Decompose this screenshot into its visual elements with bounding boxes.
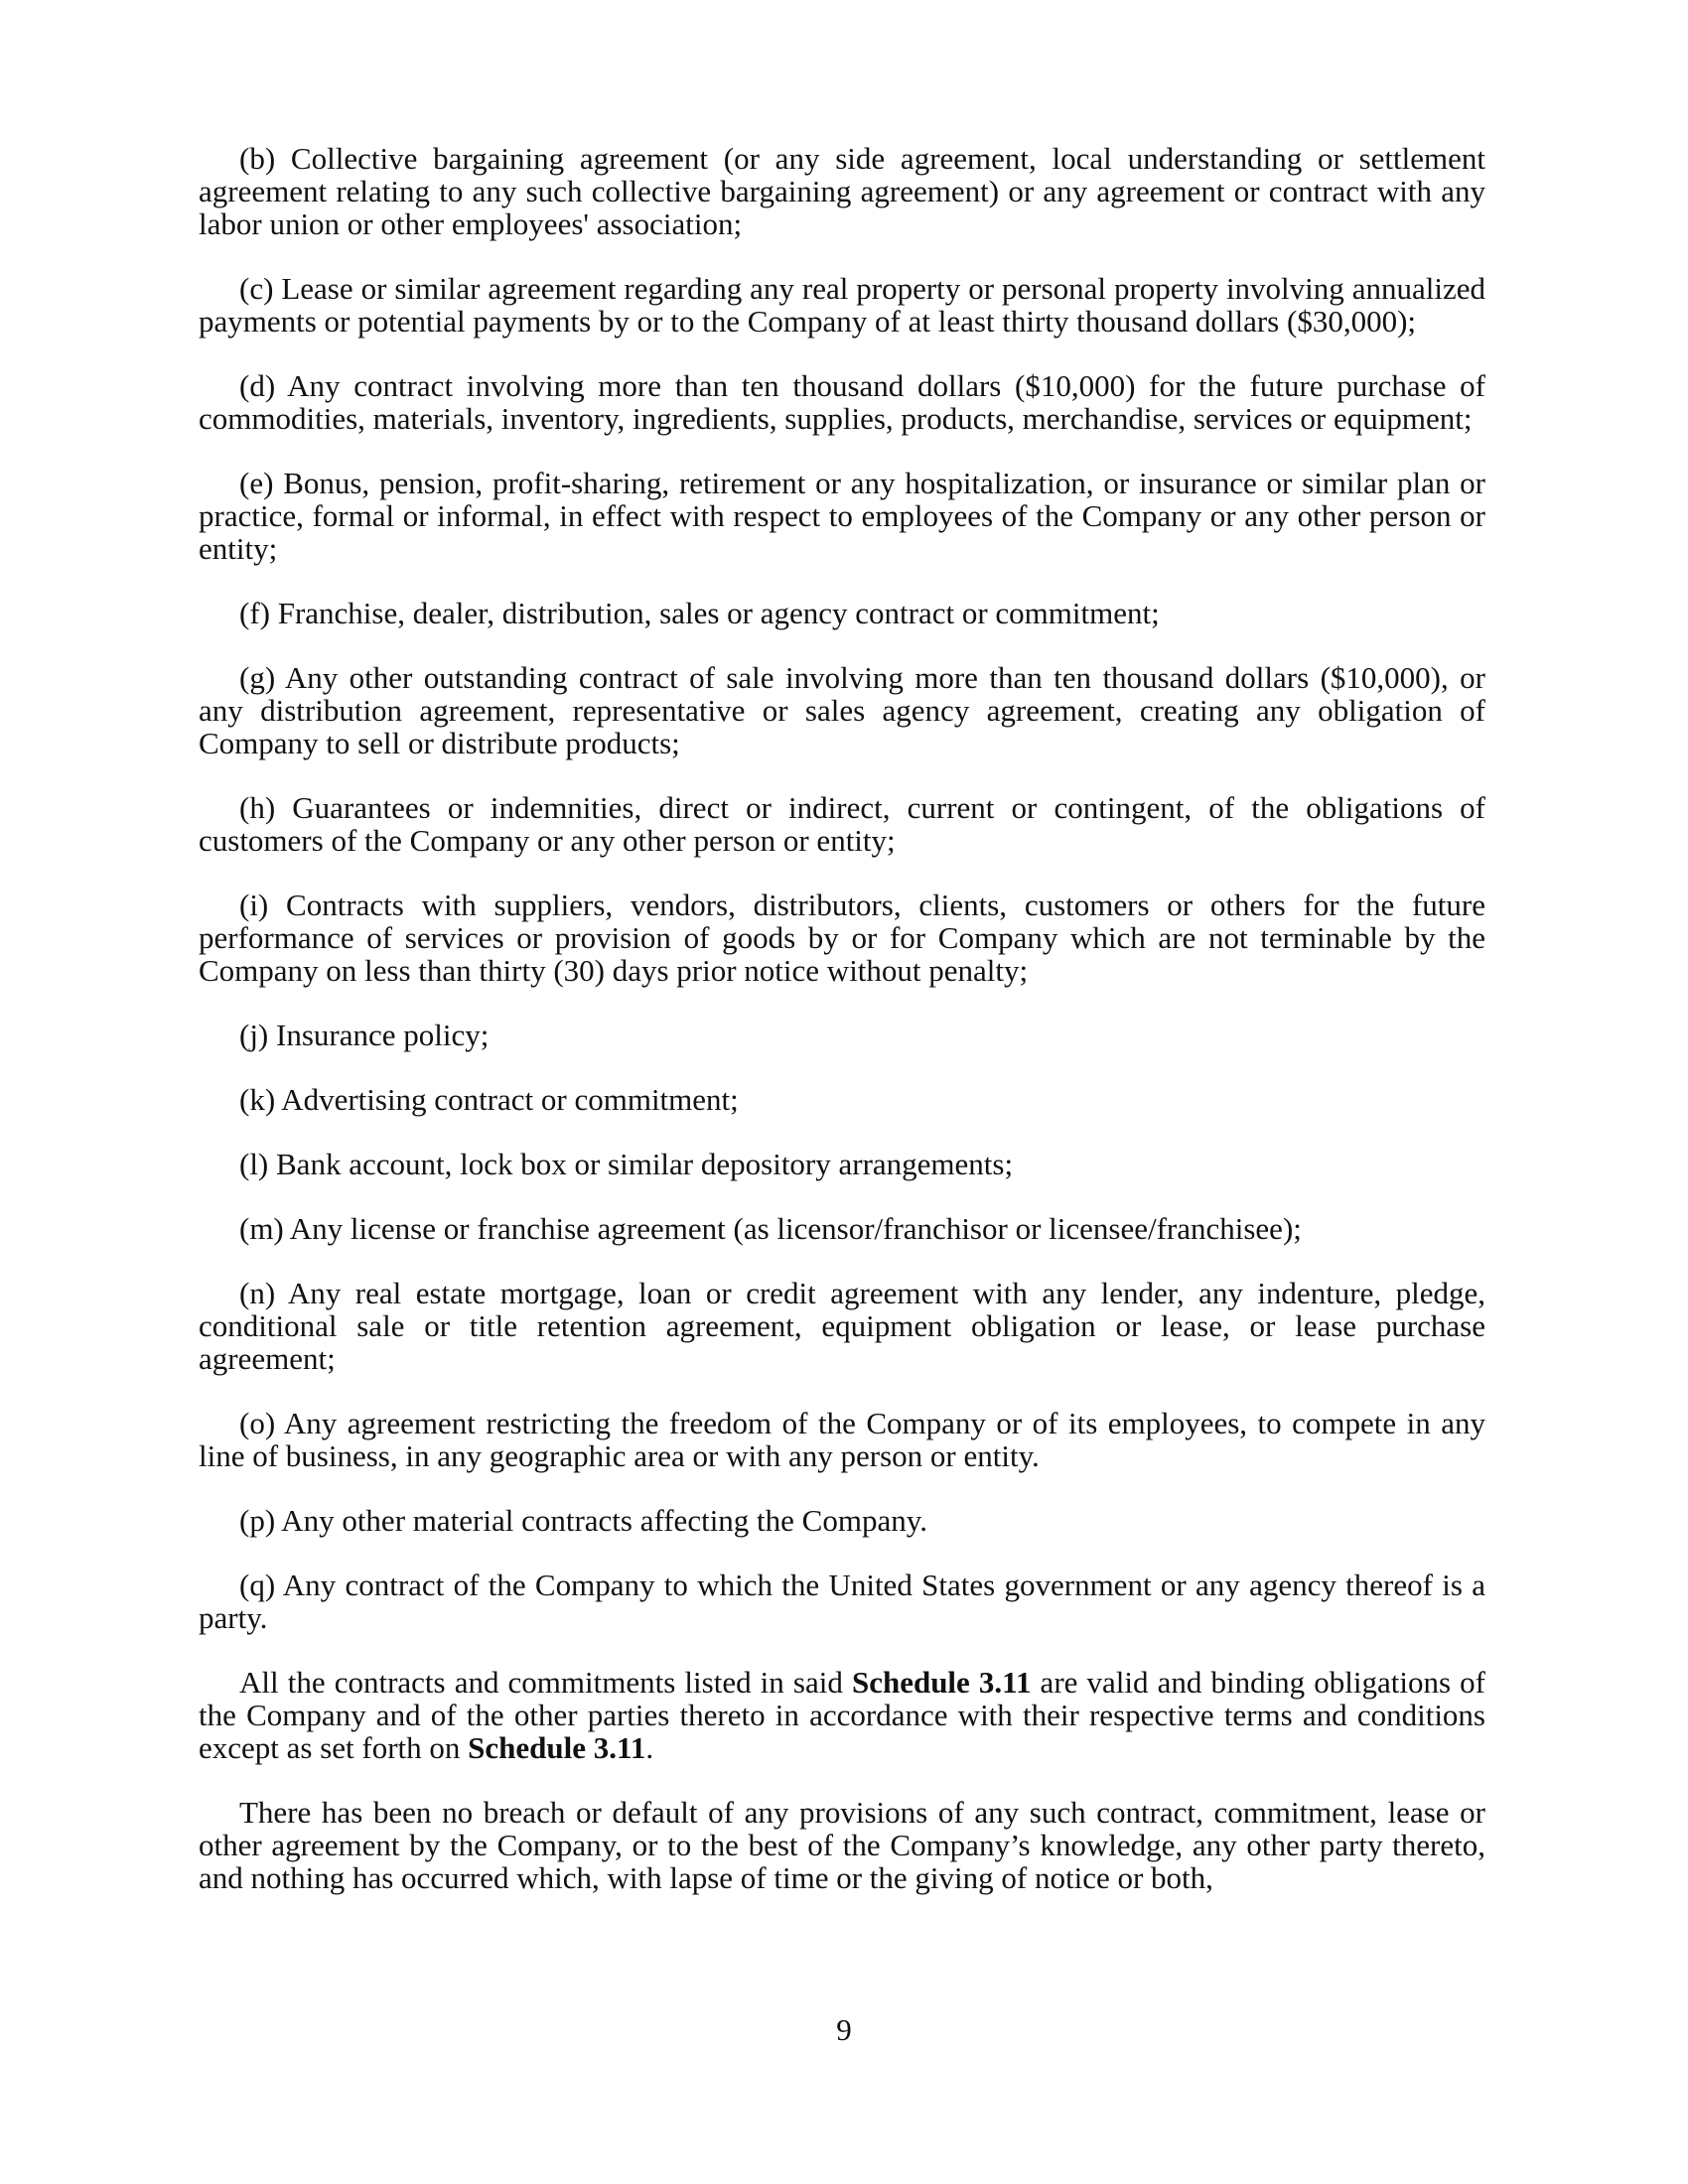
paragraph-item-e: (e) Bonus, pension, profit-sharing, retirement or any hospitalization, or insurance or similar plan or practice, formal or informal, in effect with respect to employees of the Company or any other person or entity; bbox=[199, 466, 1485, 566]
paragraph-no-breach: There has been no breach or default of any provisions of any such contract, commitment, lease or other agreement by the Company, or to the best of the Company’s knowledge, any other party thereto, and nothing has occurred which, with lapse of time or the giving of notice or both, bbox=[199, 1795, 1485, 1895]
document-body bbox=[199, 142, 1485, 1894]
paragraph-item-q: (q) Any contract of the Company to which the United States government or any agency thereof is a party. bbox=[199, 1568, 1485, 1635]
paragraph-item-o: (o) Any agreement restricting the freedom of the Company or of its employees, to compete in any line of business, in any geographic area or with any person or entity. bbox=[199, 1406, 1485, 1473]
paragraph-item-h: (h) Guarantees or indemnities, direct or indirect, current or contingent, of the obligations of customers of the Company or any other person or entity; bbox=[199, 790, 1485, 858]
schedule-reference: Schedule 3.11 bbox=[851, 1665, 1032, 1700]
paragraph-item-j: (j) Insurance policy; bbox=[239, 1018, 490, 1052]
paragraph-item-d: (d) Any contract involving more than ten thousand dollars ($10,000) for the future purchase of commodities, materials, inventory, ingredients, supplies, products, merchandise, services or equipment; bbox=[199, 368, 1485, 436]
paragraph-item-p: (p) Any other material contracts affecting the Company. bbox=[239, 1503, 927, 1538]
paragraph-item-f: (f) Franchise, dealer, distribution, sales or agency contract or commitment; bbox=[239, 596, 1160, 630]
paragraph-item-m: (m) Any license or franchise agreement (as licensor/franchisor or licensee/franchisee); bbox=[239, 1211, 1302, 1246]
paragraph-item-n: (n) Any real estate mortgage, loan or credit agreement with any lender, any indenture, pledge, conditional sale or title retention agreement, equipment obligation or lease, or lease purchase agreement; bbox=[199, 1276, 1485, 1376]
contracts-text-2: are valid and binding obligations of the Company and of the other parties thereto in accordance with their respective terms and conditions except as set forth on bbox=[199, 1665, 1485, 1765]
paragraph-item-c: (c) Lease or similar agreement regarding any real property or personal property involving annualized payments or potential payments by or to the Company of at least thirty thousand dollars ($30,000); bbox=[199, 271, 1485, 339]
schedule-reference: Schedule 3.11 bbox=[468, 1730, 646, 1765]
page-number: 9 bbox=[836, 2012, 852, 2047]
paragraph-item-i: (i) Contracts with suppliers, vendors, distributors, clients, customers or others for the future performance of services or provision of goods by or for Company which are not terminable by the Company on less than thirty (30) days prior notice without penalty; bbox=[199, 887, 1485, 988]
paragraph-contracts-valid bbox=[199, 1666, 1485, 1764]
paragraph-item-b: (b) Collective bargaining agreement (or any side agreement, local understanding or settlement agreement relating to any such collective bargaining agreement) or any agreement or contract with any labor union or other employees' association; bbox=[199, 141, 1485, 241]
paragraph-item-l: (l) Bank account, lock box or similar depository arrangements; bbox=[239, 1147, 1014, 1181]
contracts-text-1: All the contracts and commitments listed in said bbox=[239, 1665, 852, 1700]
paragraph-item-g: (g) Any other outstanding contract of sale involving more than ten thousand dollars ($10,000), or any distribution agreement, representative or sales agency agreement, creating any obligation of Company to sell or distribute products; bbox=[199, 660, 1485, 760]
contracts-text-3: . bbox=[645, 1730, 654, 1765]
paragraph-item-k: (k) Advertising contract or commitment; bbox=[239, 1082, 739, 1117]
